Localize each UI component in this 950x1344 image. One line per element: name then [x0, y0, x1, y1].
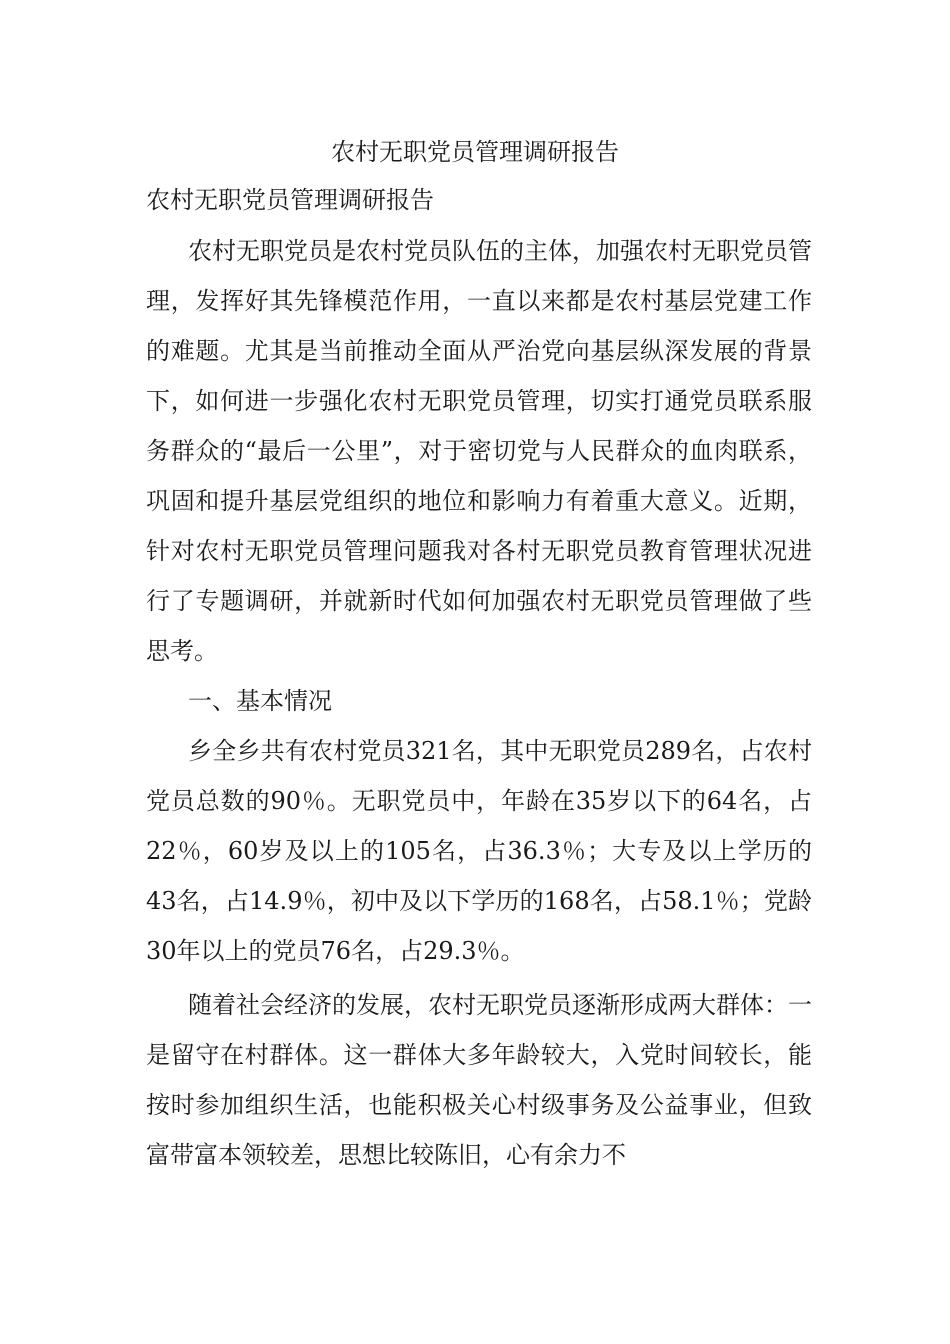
document-body [146, 226, 812, 1180]
document-title: 农村无职党员管理调研报告 [331, 138, 619, 166]
paragraph-intro: 农村无职党员是农村党员队伍的主体，加强农村无职党员管理，发挥好其先锋模范作用，一直以来都是农村基层党建工作的难题。尤其是当前推动全面从严治党向基层纵深发展的背景下，如何进一步强化农村无职党员管理，切实打通党员联系服务群众的“最后一公里”，对于密切党与人民群众的血肉联系，巩固和提升基层党组织的地位和影响力有着重大意义。近期，针对农村无职党员管理问题我对各村无职党员教育管理状况进行了专题调研，并就新时代如何加强农村无职党员管理做了些思考。 [146, 237, 812, 665]
paragraph-groups: 随着社会经济的发展，农村无职党员逐渐形成两大群体：一是留守在村群体。这一群体大多年龄较大，入党时间较长，能按时参加组织生活，也能积极关心村级事务及公益事业，但致富带富本领较差，思想比较陈旧，心有余力不 [146, 991, 812, 1169]
section-heading-basic: 一、基本情况 [188, 687, 332, 715]
document-subtitle: 农村无职党员管理调研报告 [146, 186, 434, 214]
paragraph-statistics: 乡全乡共有农村党员321名，其中无职党员289名，占农村党员总数的90％。无职党员中，年龄在35岁以下的64名，占22％，60岁及以上的105名，占36.3％；大专及以上学历的43名，占14.9％，初中及以下学历的168名，占58.1％；党龄30年以上的党员76名，占29.3％。 [146, 737, 812, 965]
